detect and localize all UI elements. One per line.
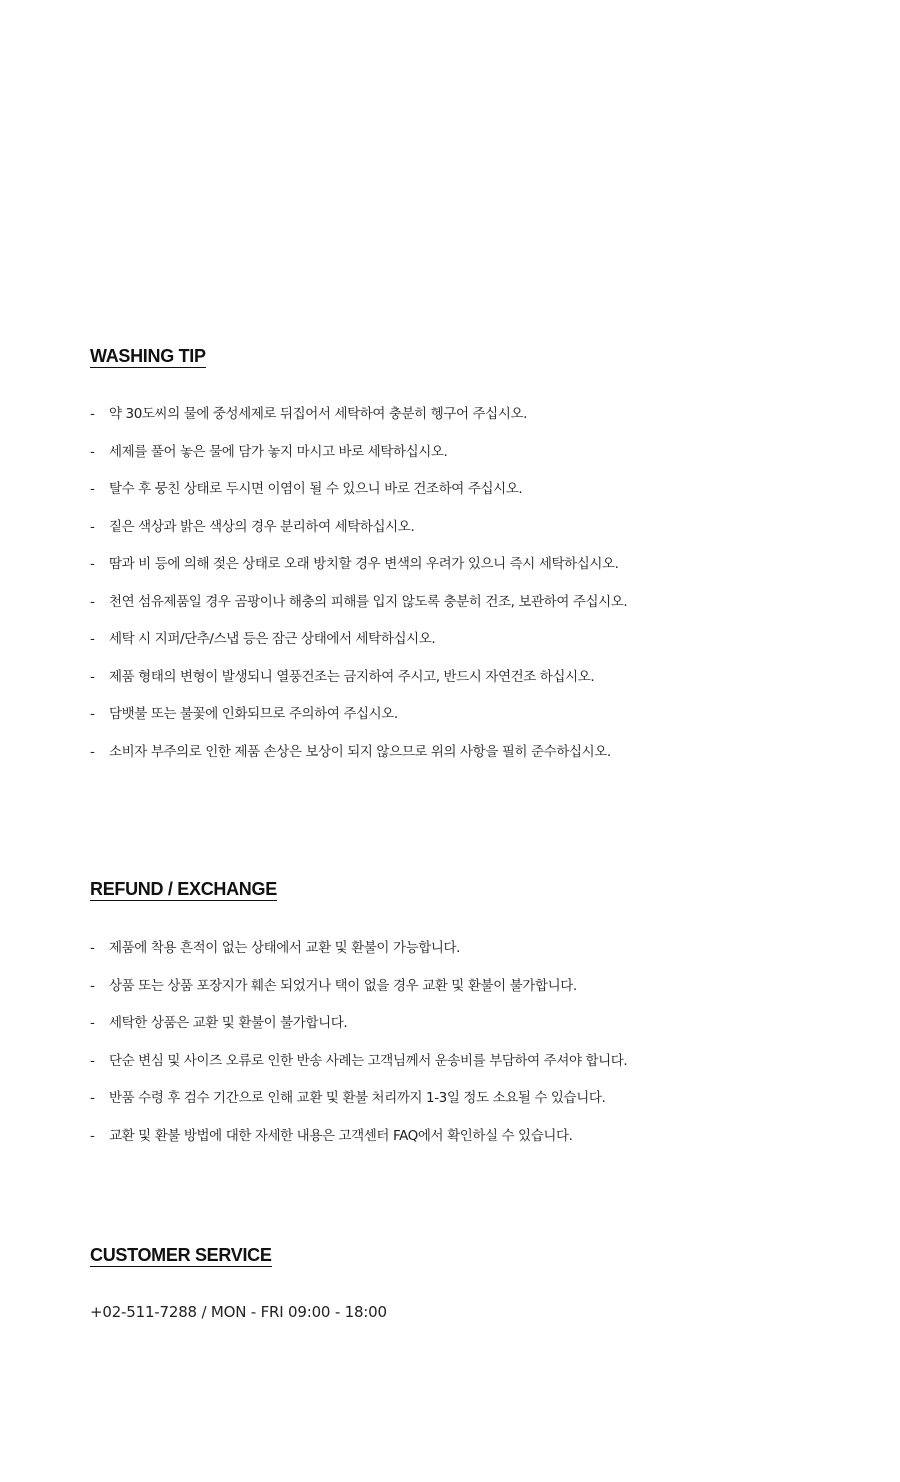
bullet-dash: - bbox=[90, 1015, 95, 1031]
bullet-dash: - bbox=[90, 940, 95, 956]
refund-exchange-title: REFUND / EXCHANGE bbox=[90, 879, 277, 899]
list-item bbox=[90, 1052, 870, 1070]
list-item bbox=[90, 668, 870, 686]
list-item bbox=[90, 555, 870, 573]
bullet-dash: - bbox=[90, 1052, 95, 1069]
list-item bbox=[90, 443, 870, 461]
washing-tip-list bbox=[90, 405, 870, 761]
refund-exchange-section bbox=[90, 879, 870, 1164]
list-item-text: 반품 수령 후 검수 기간으로 인해 교환 및 환불 처리까지 1-3일 정도 소요될 수 있습니다. bbox=[109, 1090, 606, 1106]
customer-service-info: +02-511-7288 / MON - FRI 09:00 - 18:00 bbox=[90, 1303, 387, 1321]
customer-service-section bbox=[90, 1245, 870, 1322]
washing-tip-title: WASHING TIP bbox=[90, 346, 206, 366]
list-item bbox=[90, 743, 870, 761]
list-item bbox=[90, 705, 870, 723]
list-item bbox=[90, 977, 870, 995]
list-item-text: 상품 또는 상품 포장지가 훼손 되었거나 택이 없을 경우 교환 및 환불이 불가합니다. bbox=[109, 977, 577, 994]
bullet-dash: - bbox=[90, 668, 95, 685]
bullet-dash: - bbox=[90, 406, 95, 422]
list-item-text: 소비자 부주의로 인한 제품 손상은 보상이 되지 않으므로 위의 사항을 필히 준수하십시오. bbox=[109, 743, 611, 760]
list-item-text: 담뱃불 또는 불꽃에 인화되므로 주의하여 주십시오. bbox=[109, 706, 398, 722]
bullet-dash: - bbox=[90, 518, 95, 535]
bullet-dash: - bbox=[90, 977, 95, 994]
list-item-text: 세탁 시 지퍼/단추/스냅 등은 잠근 상태에서 세탁하십시오. bbox=[109, 631, 436, 647]
bullet-dash: - bbox=[90, 631, 95, 647]
list-item-text: 약 30도씨의 물에 중성세제로 뒤집어서 세탁하여 충분히 헹구어 주십시오. bbox=[109, 406, 527, 422]
list-item-text: 단순 변심 및 사이즈 오류로 인한 반송 사례는 고객님께서 운송비를 부담하여 주셔야 합니다. bbox=[109, 1052, 628, 1069]
list-item bbox=[90, 1014, 870, 1032]
list-item-text: 교환 및 환불 방법에 대한 자세한 내용은 고객센터 FAQ에서 확인하실 수 있습니다. bbox=[109, 1127, 573, 1144]
list-item bbox=[90, 480, 870, 498]
list-item bbox=[90, 518, 870, 536]
bullet-dash: - bbox=[90, 1127, 95, 1144]
list-item-text: 짙은 색상과 밝은 색상의 경우 분리하여 세탁하십시오. bbox=[109, 518, 415, 535]
washing-tip-section bbox=[90, 346, 870, 780]
list-item bbox=[90, 593, 870, 611]
list-item-text: 땀과 비 등에 의해 젖은 상태로 오래 방치할 경우 변색의 우려가 있으니 즉시 세탁하십시오. bbox=[109, 556, 619, 572]
list-item bbox=[90, 939, 870, 957]
bullet-dash: - bbox=[90, 706, 95, 722]
list-item bbox=[90, 1127, 870, 1145]
customer-service-title: CUSTOMER SERVICE bbox=[90, 1245, 272, 1265]
bullet-dash: - bbox=[90, 1090, 95, 1106]
list-item bbox=[90, 630, 870, 648]
bullet-dash: - bbox=[90, 556, 95, 572]
bullet-dash: - bbox=[90, 481, 95, 497]
refund-exchange-list bbox=[90, 939, 870, 1145]
list-item-text: 탈수 후 뭉친 상태로 두시면 이염이 될 수 있으니 바로 건조하여 주십시오. bbox=[109, 481, 523, 497]
list-item-text: 세탁한 상품은 교환 및 환불이 불가합니다. bbox=[109, 1015, 348, 1031]
bullet-dash: - bbox=[90, 443, 95, 460]
list-item-text: 세제를 풀어 놓은 물에 담가 놓지 마시고 바로 세탁하십시오. bbox=[109, 443, 448, 460]
list-item bbox=[90, 1089, 870, 1107]
bullet-dash: - bbox=[90, 743, 95, 760]
list-item-text: 제품 형태의 변형이 발생되니 열풍건조는 금지하여 주시고, 반드시 자연건조 하십시오. bbox=[109, 668, 595, 685]
list-item-text: 제품에 착용 흔적이 없는 상태에서 교환 및 환불이 가능합니다. bbox=[109, 940, 461, 956]
list-item-text: 천연 섬유제품일 경우 곰팡이나 해충의 피해를 입지 않도록 충분히 건조, 보관하여 주십시오. bbox=[109, 593, 628, 610]
bullet-dash: - bbox=[90, 593, 95, 610]
list-item bbox=[90, 405, 870, 423]
